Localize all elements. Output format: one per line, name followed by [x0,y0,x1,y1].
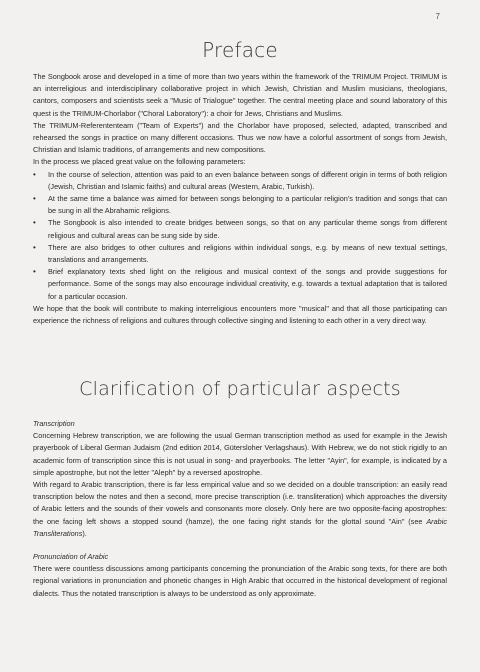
preface-body [33,71,447,327]
transcription-paragraph-2 [33,479,447,540]
list-item: • In the course of selection, attention was paid to an even balance between songs of different origin in terms of both religion (Jewish, Christian and Islamic faiths) and cultural areas (Western, Arabic, Turkish). [33,169,447,193]
arabic-transliterations-reference: Arabic Transliterations [33,516,447,538]
clarification-heading: Clarification of particular aspects [79,378,401,400]
page-number: 7 [435,12,440,21]
pronunciation-paragraph-1: There were countless discussions among participants concerning the pronunciation of the Arabic song texts, for there are both regional variations in pronunciation and phonetic changes in High Arabic that occurred in the historical development of regional dialects. Thus the notated transcription is always to be understood as only approximate. [33,564,447,598]
preface-paragraph-4: We hope that the book will contribute to making interreligious encounters more "musical" and that all those participating can experience the richness of religions and cultures through collective singing and listening to each other in a very direct way. [33,303,447,326]
list-item: • Brief explanatory texts shed light on the religious and musical context of the songs and provide suggestions for performance. Some of the songs may also encourage individual creativity, e.g. towards a textual adaptation that is tailored for a particular occasion. [33,266,447,303]
transcription-subheading: Transcription [33,419,75,428]
transcription-paragraph-1: Concerning Hebrew transcription, we are following the usual German transcription method as used for example in the Jewish prayerbook of Liberal German Judaism (2nd edition 2014, Gütersloher Verlagshaus). With Hebrew, we do not stick rigidly to an academic form of transcription since this is not usual in song- and prayerbooks. The letter "Ayin", for example, is indicated by a simple apostrophe, but not the letter "Aleph" by a reversed apostrophe. [33,431,447,477]
list-item: • The Songbook is also intended to create bridges between songs, so that on any particular theme songs from different religious and cultural areas can be sung side by side. [33,217,447,241]
pronunciation-subheading: Pronunciation of Arabic [33,552,109,562]
preface-paragraph-2: The TRIMUM-Referententeam ("Team of Experts") and the Chorlabor have proposed, selected, adapted, transcribed and rehearsed the songs in practice on many different occasions. Thus we now have a colorful assortment of songs from Jewish, Christian and Islamic traditions, of arrangements and new compositions. [33,120,447,155]
clarification-body [33,418,447,600]
transcription-paragraph-2-text: With regard to Arabic transcription, there is far less empirical value and so we decided on a double transcription: an easily read transcription below the notes and then a second, more precise transcription (i.e. transliteration) which approaches the diversity of Arabic letters and the sounds of their vowels and consonants more closely. Only here are two opposite-facing apostrophes: the one facing left shows a stopped sound (hamze), the one facing right stands for the glottal sound "Ain" (see [33,480,447,526]
preface-paragraph-3: In the process we placed great value on the following parameters: [33,157,246,167]
preface-paragraph-1: The Songbook arose and developed in a time of more than two years within the framework of the TRIMUM Project. TRIMUM is an interreligious and interdisciplinary collaborative project in which Jewish, Christian and Muslim musicians, theologians, cantors, composers and scientists seek a "Music of Trialogue" together. The central meeting place and sound laboratory of this quest is the TRIMUM-Chorlabor ("Choral Laboratory"): a choir for Jews, Christians and Muslims. [33,72,447,118]
preface-heading: Preface [202,38,278,62]
list-item: • At the same time a balance was aimed for between songs belonging to a particular religion's tradition and songs that can be sung in all the Abrahamic religions. [33,193,447,217]
list-item: • There are also bridges to other cultures and religions within individual songs, e.g. by means of new textual settings, translations and arrangements. [33,242,447,266]
parameters-list [33,169,447,303]
transcription-paragraph-2-end: ). [82,528,87,538]
